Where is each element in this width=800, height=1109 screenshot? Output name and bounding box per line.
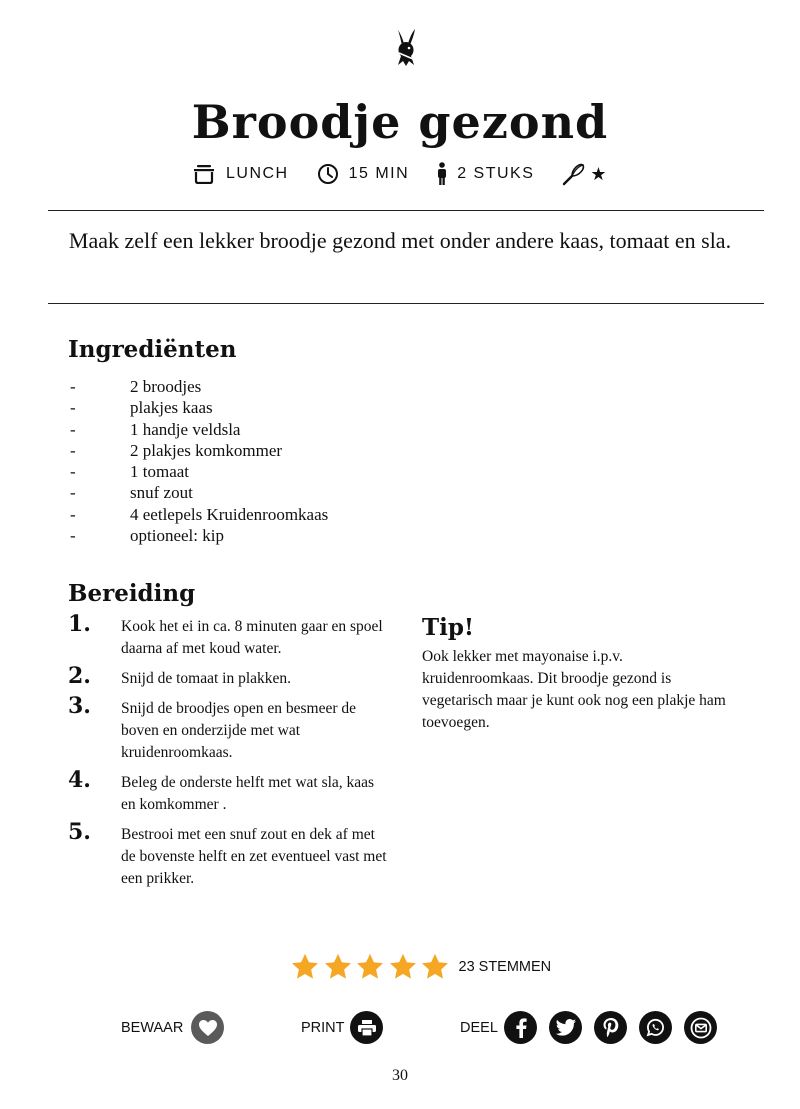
meta-category [192,164,289,184]
share-mail-button[interactable] [684,1011,717,1044]
whatsapp-icon [645,1017,666,1038]
ingredient-item: - 1 tomaat [68,461,328,482]
divider-top [48,210,764,211]
step-number: 2. [68,663,91,689]
save-label[interactable]: BEWAAR [121,1020,184,1036]
step-item [68,611,388,660]
step-item [68,663,388,690]
difficulty-level: ★ [590,163,609,184]
step-number: 5. [68,819,91,845]
preparation-steps [68,611,388,898]
votes-count: 23 STEMMEN [458,959,552,975]
recipe-intro: Maak zelf een lekker broodje gezond met onder andere kaas, tomaat en sla. [68,228,732,253]
person-icon [437,162,447,186]
tip-text: Ook lekker met mayonaise i.p.v. kruidenroomkaas. Dit broodje gezond is vegetarisch maar je kunt ook nog een plakje ham toevoegen. [422,648,726,731]
star-icon[interactable] [388,952,418,982]
pot-icon [192,164,216,184]
ingredient-item: - optioneel: kip [68,525,328,546]
print-label[interactable]: PRINT [301,1020,345,1036]
step-item [68,767,388,816]
recipe-meta [0,160,800,188]
page-number: 30 [392,1067,408,1084]
share-buttons [504,1011,729,1044]
preparation-heading: Bereiding [68,580,196,607]
mail-icon [690,1017,712,1039]
facebook-icon [515,1018,527,1038]
step-number: 1. [68,611,91,637]
ingredient-item: - 2 broodjes [68,376,328,397]
meta-servings [437,162,534,186]
share-twitter-button[interactable] [549,1011,582,1044]
clock-icon [317,163,339,185]
step-text: Snijd de tomaat in plakken. [121,670,292,687]
meta-category-label: LUNCH [225,165,289,182]
recipe-title: Broodje gezond [191,95,609,149]
meta-difficulty [562,162,608,186]
whisk-icon [562,162,586,186]
print-button[interactable] [350,1011,383,1044]
ingredient-item: - 1 handje veldsla [68,419,328,440]
step-text: Bestrooi met een snuf zout en dek af met de bovenste helft en zet eventueel vast met een prikker. [121,826,387,887]
step-number: 3. [68,693,91,719]
save-button[interactable] [191,1011,224,1044]
step-item [68,693,388,764]
tip-heading: Tip! [422,614,475,641]
meta-servings-label: 2 STUKS [457,165,535,182]
step-text: Snijd de broodjes open en besmeer de boven en onderzijde met wat kruidenroomkaas. [121,700,357,761]
meta-time-label: 15 MIN [348,165,410,182]
heart-icon [198,1019,218,1037]
ingredient-item: - 2 plakjes komkommer [68,440,328,461]
meta-time [317,163,410,185]
step-item [68,819,388,890]
ingredient-item: - snuf zout [68,482,328,503]
bunny-logo-icon [389,28,423,68]
share-facebook-button[interactable] [504,1011,537,1044]
step-number: 4. [68,767,91,793]
twitter-icon [556,1019,576,1036]
share-pinterest-button[interactable] [594,1011,627,1044]
star-icon[interactable] [420,952,450,982]
ingredient-item: - plakjes kaas [68,397,328,418]
star-rating[interactable] [290,952,453,982]
star-icon[interactable] [323,952,353,982]
divider-bottom [48,303,764,304]
step-text: Kook het ei in ca. 8 minuten gaar en spoel daarna af met koud water. [121,618,383,657]
printer-icon [358,1020,376,1036]
share-label: DEEL [460,1020,498,1036]
star-icon[interactable] [355,952,385,982]
ingredient-item: - 4 eetlepels Kruidenroomkaas [68,504,328,525]
step-text: Beleg de onderste helft met wat sla, kaas en komkommer . [121,774,375,813]
star-icon[interactable] [290,952,320,982]
share-whatsapp-button[interactable] [639,1011,672,1044]
ingredients-heading: Ingrediënten [68,336,237,363]
ingredients-list [68,376,328,546]
pinterest-icon [603,1018,619,1038]
rating [290,951,551,983]
